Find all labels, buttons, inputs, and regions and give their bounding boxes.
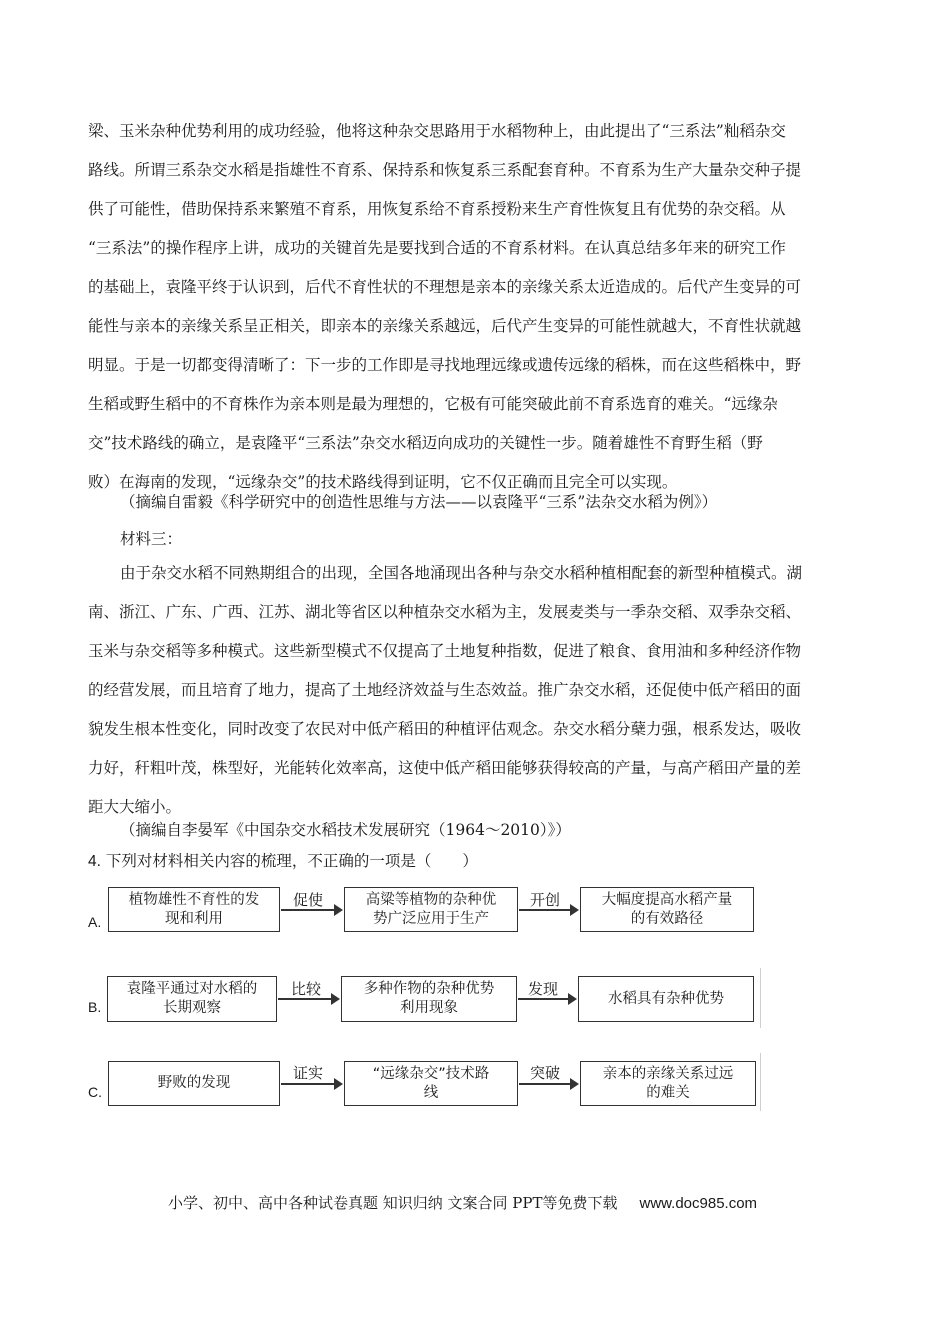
paragraph-line: 的基础上，袁隆平终于认识到，后代不育性状的不理想是亲本的亲缘关系太近造成的。后代产生变异的可 [88,278,802,296]
flow-arrow [281,1083,341,1085]
arrow-label: 比较 [291,980,322,998]
flow-box: 野败的发现 [108,1061,280,1106]
flow-box: “远缘杂交”技术路 线 [344,1061,518,1106]
page-footer [168,1192,757,1213]
arrow-label: 证实 [293,1064,324,1082]
crop-edge-line [760,1053,761,1111]
flow-box: 袁隆平通过对水稻的 长期观察 [107,976,277,1022]
flow-box: 亲本的亲缘关系过远 的难关 [580,1061,756,1106]
arrow-label: 开创 [530,891,561,909]
question-4 [88,849,478,871]
paragraph-line: 玉米与杂交稻等多种模式。这些新型模式不仅提高了土地复种指数，促进了粮食、食用油和多种经济作物 [88,642,802,660]
material2-citation: （摘编自雷毅《科学研究中的创造性思维与方法——以袁隆平“三系”法杂交水稻为例》） [120,493,718,511]
option-letter[interactable]: C. [88,1084,102,1100]
footer-url[interactable]: www.doc985.com [639,1195,758,1212]
paragraph-line: 南、浙江、广东、广西、江苏、湖北等省区以种植杂交水稻为主，发展麦类与一季杂交稻、双季杂交稻、 [88,603,802,621]
paragraph-line: 明显。于是一切都变得清晰了：下一步的工作即是寻找地理远缘或遗传远缘的稻株，而在这些稻株中，野 [88,356,802,374]
flow-arrow [519,1083,577,1085]
material3-paragraph [88,554,862,827]
question-number: 4. [88,853,101,870]
material2-paragraph [88,112,862,502]
paragraph-line: 距大大缩小。 [88,798,182,816]
crop-edge-line [760,968,761,1028]
paragraph-line: 梁、玉米杂种优势利用的成功经验，他将这种杂交思路用于水稻物种上，由此提出了“三系法”籼稻杂交 [88,122,786,140]
paragraph-line: 的经营发展，而且培育了地力，提高了土地经济效益与生态效益。推广杂交水稻，还促使中低产稻田的面 [88,681,802,699]
arrow-label: 突破 [530,1064,561,1082]
paragraph-line: 能性与亲本的亲缘关系呈正相关，即亲本的亲缘关系越远，后代产生变异的可能性就越大，不育性状就越 [88,317,802,335]
option-letter[interactable]: B. [88,999,102,1015]
paragraph-line: 交”技术路线的确立，是袁隆平“三系法”杂交水稻迈向成功的关键性一步。随着雄性不育野生稻（野 [88,434,763,452]
question-text: 下列对材料相关内容的梳理，不正确的一项是（ ） [105,852,478,870]
material3-heading: 材料三： [120,530,183,548]
flow-box: 多种作物的杂种优势 利用现象 [341,976,517,1022]
footer-text: 小学、初中、高中各种试卷真题 知识归纳 文案合同 PPT等免费下载 [168,1194,618,1212]
flow-box: 水稻具有杂种优势 [578,976,754,1022]
paragraph-line: 败）在海南的发现，“远缘杂交”的技术路线得到证明，它不仅正确而且完全可以实现。 [88,473,678,491]
arrow-label: 促使 [293,891,324,909]
flow-box: 大幅度提高水稻产量 的有效路径 [580,887,754,932]
arrow-label: 发现 [528,980,559,998]
paragraph-line: 路线。所谓三系杂交水稻是指雄性不育系、保持系和恢复系三系配套育种。不育系为生产大量杂交种子提 [88,161,802,179]
paragraph-line: 力好，秆粗叶茂，株型好，光能转化效率高，这使中低产稻田能够获得较高的产量，与高产稻田产量的差 [88,759,802,777]
paragraph-line: 貌发生根本性变化，同时改变了农民对中低产稻田的种植评估观念。杂交水稻分蘖力强，根系发达，吸收 [88,720,802,738]
flow-box: 植物雄性不育性的发 现和利用 [108,887,280,932]
paragraph-line: 生稻或野生稻中的不育株作为亲本则是最为理想的，它极有可能突破此前不育系选育的难关。“远缘杂 [88,395,778,413]
flow-box: 高粱等植物的杂种优 势广泛应用于生产 [344,887,518,932]
paragraph-line: 供了可能性，借助保持系来繁殖不育系，用恢复系给不育系授粉来生产育性恢复且有优势的杂交稻。从 [88,200,786,218]
paragraph-line: “三系法”的操作程序上讲，成功的关键首先是要找到合适的不育系材料。在认真总结多年来的研究工作 [88,239,786,257]
material3-citation: （摘编自李晏军《中国杂交水稻技术发展研究（1964～2010）》） [120,821,571,839]
paragraph-line: 由于杂交水稻不同熟期组合的出现，全国各地涌现出各种与杂交水稻种植相配套的新型种植模式。湖 [120,564,803,582]
option-letter[interactable]: A. [88,914,102,930]
